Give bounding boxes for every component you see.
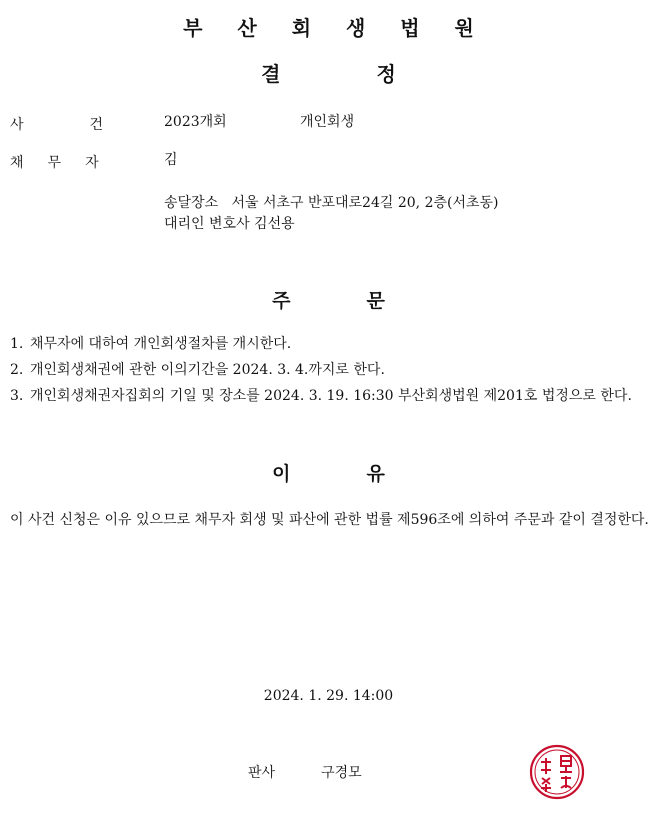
debtor-agent: 대리인 변호사 김선용 bbox=[164, 216, 295, 232]
judge-title: 판사 bbox=[248, 765, 276, 781]
service-address: 송달장소 서울 서초구 반포대로24길 20, 2층(서초동) bbox=[164, 195, 499, 211]
reason-section-title bbox=[0, 459, 657, 486]
reason-text: 이 사건 신청은 이유 있으므로 채무자 회생 및 파산에 관한 법률 제596조에 의하여 주문과 같이 결정한다. bbox=[10, 512, 649, 528]
order-item-number: 3. bbox=[10, 388, 24, 404]
case-label bbox=[10, 114, 103, 134]
order-section-title bbox=[0, 286, 657, 313]
order-item bbox=[10, 383, 650, 409]
reason-title-right: 유 bbox=[366, 463, 385, 485]
judge-seal-icon bbox=[527, 742, 587, 802]
case-number: 2023개회 bbox=[164, 114, 227, 130]
order-item bbox=[10, 331, 650, 357]
judge-signature-line bbox=[248, 762, 362, 782]
order-item-number: 2. bbox=[10, 362, 24, 378]
debtor-name: 김 bbox=[164, 152, 178, 168]
order-item-number: 1. bbox=[10, 336, 24, 352]
order-title-left: 주 bbox=[272, 290, 291, 312]
case-type: 개인회생 bbox=[300, 114, 355, 130]
debtor-label bbox=[10, 152, 99, 172]
debtor-label-char-3: 자 bbox=[85, 155, 99, 171]
document-title bbox=[0, 58, 657, 87]
debtor-label-char-1: 채 bbox=[10, 155, 24, 171]
reason-title-left: 이 bbox=[272, 463, 291, 485]
order-item-text: 채무자에 대하여 개인회생절차를 개시한다. bbox=[30, 336, 292, 352]
case-label-char-2: 건 bbox=[89, 117, 104, 133]
order-list bbox=[10, 331, 650, 409]
order-item-text: 개인회생채권에 관한 이의기간을 2024. 3. 4.까지로 한다. bbox=[30, 362, 385, 378]
order-title-right: 문 bbox=[366, 290, 385, 312]
case-label-char-1: 사 bbox=[10, 117, 24, 133]
debtor-label-char-2: 무 bbox=[47, 155, 62, 171]
document-title-left: 결 bbox=[261, 62, 281, 86]
document-title-right: 정 bbox=[376, 62, 396, 86]
court-name: 부 산 회 생 법 원 bbox=[183, 16, 488, 40]
order-item bbox=[10, 357, 650, 383]
order-item-text: 개인회생채권자집회의 기일 및 장소를 2024. 3. 19. 16:30 부산회생법원 제201호 법정으로 한다. bbox=[30, 388, 632, 404]
judge-name: 구경모 bbox=[321, 765, 362, 781]
decision-date: 2024. 1. 29. 14:00 bbox=[263, 688, 394, 704]
